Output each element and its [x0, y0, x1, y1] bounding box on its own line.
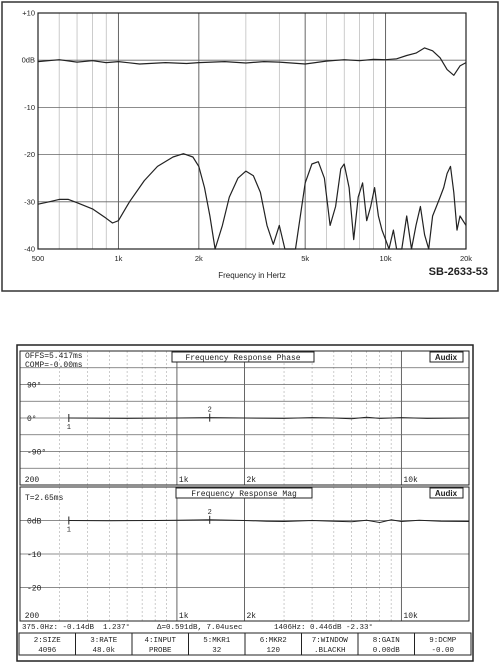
- analyzer-screen: [0, 337, 500, 663]
- y-tick-label: 0°: [27, 415, 37, 424]
- x-tick-label: 1k: [178, 612, 189, 621]
- x-tick-label: 200: [24, 476, 40, 485]
- x-tick-label: 10k: [403, 612, 418, 621]
- parameter-cell-4: [132, 633, 189, 655]
- parameter-cell-3: [76, 633, 133, 655]
- y-tick-label: +10: [22, 8, 35, 18]
- magnitude-grid: [20, 487, 469, 621]
- x-tick-label: 5k: [301, 254, 310, 263]
- x-tick-label: 1k: [178, 476, 189, 485]
- analyzer-svg: [0, 337, 500, 663]
- parameter-cell-2: [19, 633, 76, 655]
- y-tick-label: 0dB: [27, 517, 42, 527]
- x-tick-label: 2k: [246, 612, 257, 621]
- parameter-key: 4:INPUT: [144, 637, 177, 645]
- y-tick-label: -20: [24, 150, 35, 160]
- phase-title: Frequency Response Phase: [185, 354, 301, 363]
- parameter-value: 48.0k: [92, 647, 116, 655]
- x-tick-label: 10k: [403, 476, 418, 485]
- parameter-key: 3:RATE: [90, 637, 118, 645]
- parameter-value: 0.00dB: [372, 647, 400, 655]
- y-tick-label: -10: [27, 551, 42, 560]
- parameter-bar: [19, 633, 471, 655]
- parameter-value: 120: [266, 647, 281, 655]
- parameter-key: 9:DCMP: [429, 637, 457, 645]
- parameter-key: 7:WINDOW: [311, 637, 348, 645]
- y-tick-label: -40: [24, 244, 35, 254]
- magnitude-title: Frequency Response Mag: [191, 490, 297, 499]
- y-tick-label: 0dB: [21, 55, 35, 65]
- y-tick-label: -90°: [27, 448, 47, 458]
- y-tick-label: 90°: [27, 381, 42, 391]
- cursor-marker-label: 2: [207, 508, 212, 517]
- y-tick-label: -10: [24, 102, 35, 112]
- parameter-key: 2:SIZE: [33, 637, 61, 645]
- parameter-value: PROBE: [148, 647, 172, 655]
- chart-annotation: SB-2633-53: [428, 266, 488, 278]
- parameter-value: 32: [212, 647, 222, 655]
- y-tick-label: -30: [24, 197, 35, 207]
- magnitude-graph: [20, 487, 469, 621]
- magnitude-logo: Audix: [434, 489, 458, 498]
- x-tick-label: 200: [24, 612, 40, 621]
- x-tick-label: 500: [31, 254, 45, 263]
- parameter-cell-5: [189, 633, 246, 655]
- y-tick-label: -20: [27, 584, 42, 594]
- phase-comp-readout: COMP=-0.00ms: [25, 361, 83, 370]
- parameter-value: .BLACKH: [313, 647, 346, 655]
- parameter-value: -0.00: [431, 647, 455, 655]
- parameter-cell-6: [245, 633, 302, 655]
- x-axis-label: Frequency in Hertz: [218, 271, 286, 280]
- phase-logo: Audix: [434, 353, 458, 362]
- phase-graph: [20, 351, 469, 485]
- response-chart-panel: [0, 0, 500, 293]
- response-chart: [0, 0, 500, 293]
- parameter-key: 8:GAIN: [372, 637, 400, 645]
- cursor-marker-label: 1: [66, 526, 71, 535]
- phase-offset-readout: OFFS=5.417ms: [25, 352, 83, 361]
- cursor-marker-label: 2: [207, 406, 212, 415]
- x-tick-label: 10k: [379, 254, 392, 263]
- magnitude-time-readout: T=2.65ms: [25, 494, 64, 503]
- parameter-cell-7: [302, 633, 359, 655]
- cursor-marker-label: 1: [66, 424, 71, 432]
- parameter-cell-8: [358, 633, 415, 655]
- x-tick-label: 1k: [114, 254, 123, 263]
- parameter-key: 5:MKR1: [203, 637, 231, 645]
- x-tick-label: 2k: [194, 254, 203, 263]
- parameter-value: 4096: [38, 647, 57, 655]
- cursor-readout-line: 375.0Hz: -0.14dB 1.237° Δ=0.591dB, 7.04usec 1406Hz: 0.446dB -2.33°: [22, 624, 374, 632]
- x-tick-label: 20k: [459, 254, 473, 263]
- parameter-key: 6:MKR2: [259, 637, 287, 645]
- x-tick-label: 2k: [246, 476, 257, 485]
- parameter-cell-9: [415, 633, 472, 655]
